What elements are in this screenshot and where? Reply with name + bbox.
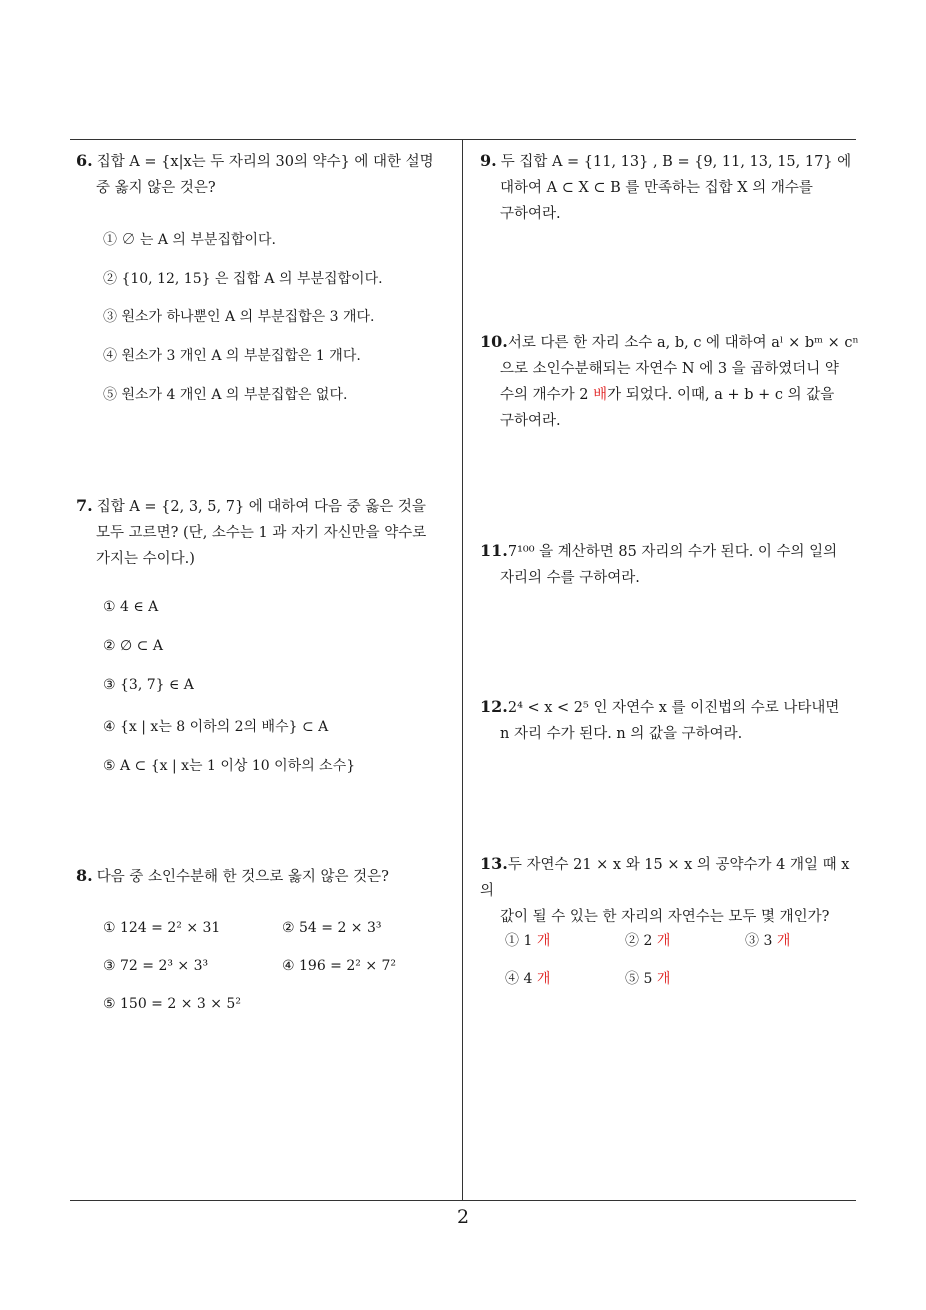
option-unit: 개 <box>656 971 671 987</box>
answer-option[interactable]: ① 124 = 2² × 31 <box>103 920 221 936</box>
option-text: ② 2 <box>625 933 653 949</box>
question-text-line: 대하여 A ⊂ X ⊂ B 를 만족하는 집합 X 의 개수를 <box>500 180 813 196</box>
option-unit: 개 <box>536 971 551 987</box>
option-text: ③ 3 <box>745 933 773 949</box>
answer-option[interactable]: ⑤ 150 = 2 × 3 × 5² <box>103 996 241 1012</box>
question-8 <box>76 863 460 890</box>
option-unit: 개 <box>536 933 551 949</box>
question-text-line: 가지는 수이다.) <box>96 551 195 567</box>
answer-option[interactable]: ② {10, 12, 15} 은 집합 A 의 부분집합이다. <box>103 271 383 287</box>
question-number: 8. <box>76 866 93 885</box>
question-text-line: 값이 될 수 있는 한 자리의 자연수는 모두 몇 개인가? <box>500 909 830 925</box>
question-9 <box>480 148 860 227</box>
question-text-line: 자리의 수를 구하여라. <box>500 570 640 586</box>
question-text-line: 다음 중 소인수분해 한 것으로 옳지 않은 것은? <box>96 869 389 885</box>
question-text-line: 2⁴ < x < 2⁵ 인 자연수 x 를 이진법의 수로 나타내면 <box>507 700 840 716</box>
top-rule <box>70 139 856 140</box>
question-6 <box>76 148 460 201</box>
answer-option[interactable]: ④ 196 = 2² × 7² <box>282 958 397 974</box>
question-text-line: 중 옳지 않은 것은? <box>96 180 216 196</box>
answer-option[interactable]: ① 4 ∈ A <box>103 599 159 615</box>
question-number: 12. <box>480 697 508 716</box>
answer-option[interactable]: ⑤ 원소가 4 개인 A 의 부분집합은 없다. <box>103 387 348 403</box>
question-number: 11. <box>480 541 508 560</box>
question-text-line: 집합 A = {2, 3, 5, 7} 에 대하여 다음 중 옳은 것을 <box>96 499 426 515</box>
answer-option[interactable]: ③ 72 = 2³ × 3³ <box>103 958 209 974</box>
answer-option[interactable]: ② 54 = 2 × 3³ <box>282 920 382 936</box>
question-number: 6. <box>76 151 93 170</box>
question-13 <box>480 851 860 930</box>
answer-option[interactable] <box>625 968 670 988</box>
question-7 <box>76 493 460 572</box>
answer-option[interactable]: ③ 원소가 하나뿐인 A 의 부분집합은 3 개다. <box>103 309 375 325</box>
question-text-line <box>480 382 860 408</box>
answer-option[interactable]: ④ 원소가 3 개인 A 의 부분집합은 1 개다. <box>103 348 361 364</box>
answer-option[interactable]: ③ {3, 7} ∈ A <box>103 677 194 693</box>
answer-option[interactable]: ④ {x | x는 8 이하의 2의 배수} ⊂ A <box>103 719 329 735</box>
question-text-line: 두 집합 A = {11, 13} , B = {9, 11, 13, 15, 17} 에 <box>500 154 852 170</box>
question-text-line: 집합 A = {x|x는 두 자리의 30의 약수} 에 대한 설명 <box>96 154 434 170</box>
answer-option[interactable] <box>505 968 550 988</box>
highlighted-word: 배 <box>593 387 608 403</box>
option-unit: 개 <box>656 933 671 949</box>
answer-option[interactable] <box>625 930 670 950</box>
question-text-line: n 자리 수가 된다. n 의 값을 구하여라. <box>500 726 743 742</box>
option-text: ④ 4 <box>505 971 533 987</box>
text-segment: 수의 개수가 2 <box>500 387 594 403</box>
column-divider <box>462 139 463 1201</box>
question-number: 13. <box>480 854 508 873</box>
question-text-line: 으로 소인수분해되는 자연수 N 에 3 을 곱하였더니 약 <box>500 361 839 377</box>
question-text-line: 두 자연수 21 × x 와 15 × x 의 공약수가 4 개일 때 x 의 <box>480 857 850 899</box>
question-number: 10. <box>480 332 508 351</box>
answer-option[interactable]: ⑤ A ⊂ {x | x는 1 이상 10 이하의 소수} <box>103 758 356 774</box>
page-number: 2 <box>456 1206 470 1228</box>
question-text-line: 7¹⁰⁰ 을 계산하면 85 자리의 수가 된다. 이 수의 일의 <box>507 544 838 560</box>
text-segment: 가 되었다. 이때, a + b + c 의 값을 <box>607 387 835 403</box>
question-text-line: 구하여라. <box>500 413 561 429</box>
question-text-line: 모두 고르면? (단, 소수는 1 과 자기 자신만을 약수로 <box>96 525 427 541</box>
question-text-line: 서로 다른 한 자리 소수 a, b, c 에 대하여 aˡ × bᵐ × cⁿ <box>507 335 859 351</box>
answer-option[interactable]: ① ∅ 는 A 의 부분집합이다. <box>103 232 277 248</box>
option-text: ⑤ 5 <box>625 971 653 987</box>
question-number: 9. <box>480 151 497 170</box>
question-10 <box>480 329 860 434</box>
question-12 <box>480 694 860 747</box>
question-number: 7. <box>76 496 93 515</box>
option-text: ① 1 <box>505 933 533 949</box>
question-11 <box>480 538 860 591</box>
answer-option[interactable] <box>745 930 790 950</box>
option-unit: 개 <box>776 933 791 949</box>
answer-option[interactable] <box>505 930 550 950</box>
question-text-line: 구하여라. <box>500 206 561 222</box>
answer-option[interactable]: ② ∅ ⊂ A <box>103 638 163 654</box>
bottom-rule <box>70 1200 856 1201</box>
